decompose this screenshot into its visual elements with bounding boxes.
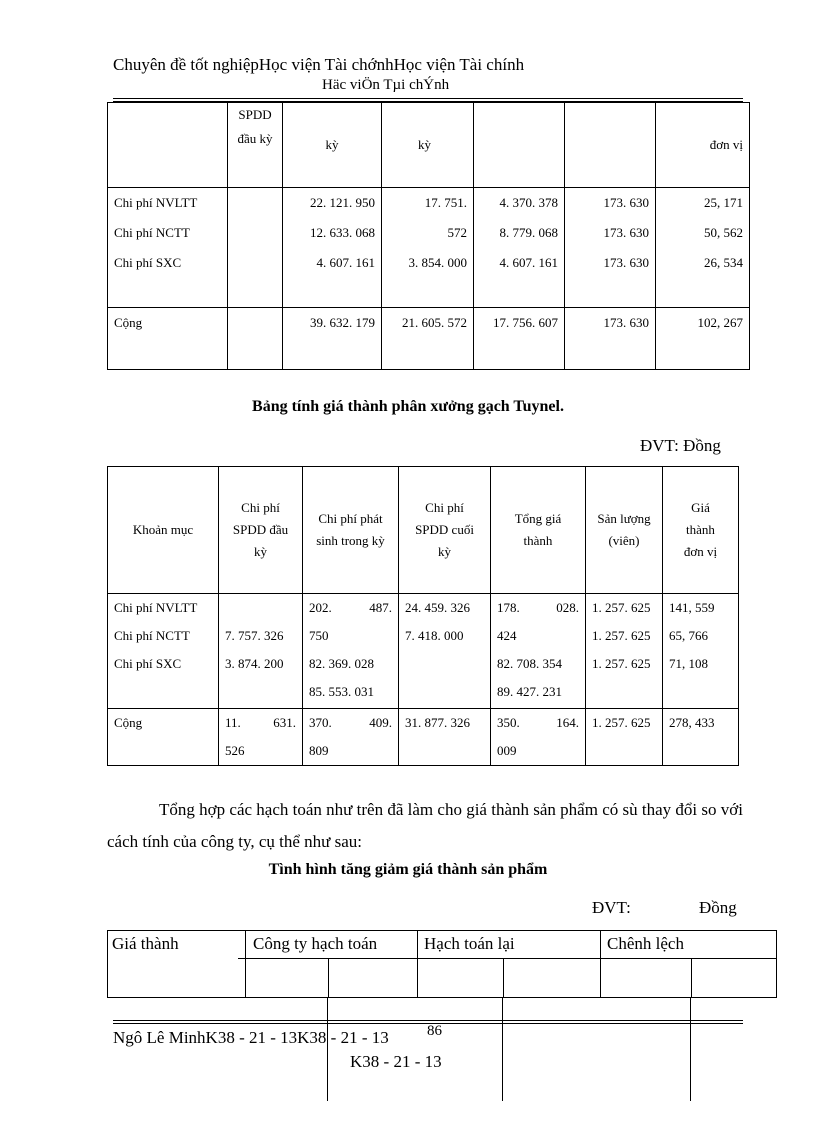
table2-total-c6: 278, 433 [663,709,739,766]
section2-unit-label: ĐVT: [592,898,631,917]
table1-total-row [108,308,750,370]
table1-total-c1 [228,308,283,370]
table2-label: Chi phí NCTT [114,628,190,643]
table1-head-1 [228,103,283,188]
table1-cell: 8. 779. 068 [499,225,558,240]
table2-cell: 750 [309,628,329,643]
table1-header-row [108,103,750,188]
page-number: 86 [427,1023,442,1039]
table1-head-3: kỳ [382,103,474,188]
table2-head-5: Sản lượng (viên) [586,467,663,594]
table2-cell: 71, 108 [669,656,708,671]
table1-label: Chi phí NVLTT [114,195,198,210]
table2-cell-split [303,709,398,737]
table1-labels [108,188,228,308]
table2-col2 [303,594,399,709]
table1-cell: 4. 370. 378 [499,195,558,210]
table1-cell: 4. 607. 161 [499,255,558,270]
table1-cell: 173. 630 [603,255,649,270]
table3-overflow-line [690,997,691,1101]
table1-cell: 173. 630 [603,225,649,240]
table2-cell-split [303,594,398,622]
table1-cell: 25, 171 [704,195,743,210]
table1-cell: 173. 630 [603,195,649,210]
table2-cell-part: 164. [556,715,579,730]
table2-cell: 85. 553. 031 [309,684,374,699]
table2-cell-split [219,709,302,737]
table1-total-label: Cộng [108,308,228,370]
table1-head-4 [474,103,565,188]
table2-cell-part: 409. [369,715,392,730]
table2-total-label: Cộng [108,709,219,766]
table1-head-5 [565,103,656,188]
footer-rule-top [113,1020,743,1021]
table2-cell: 141, 559 [669,600,715,615]
table1-head-0 [108,103,228,188]
table2-cell-part: 028. [556,600,579,615]
table1-total-c3-text: 21. 605. 572 [402,315,467,330]
table2-labels [108,594,219,709]
table2-head-0: Khoản mục [108,467,219,594]
table1-total-c5: 173. 630 [565,308,656,370]
table2-head-6: Giá thành đơn vị [663,467,739,594]
table2-cell-part: 202. [309,600,332,615]
table1-col5 [565,188,656,308]
table1-total-c2: 39. 632. 179 [283,308,382,370]
cost-table-2 [107,466,739,766]
table1-cell: 22. 121. 950 [310,195,375,210]
section2-title: Tình hình tăng giảm giá thành sản phẩm [268,861,548,878]
table2-body-row [108,594,739,709]
table2-cell-part: 178. [497,600,520,615]
table2-cell: 009 [497,743,517,758]
table2-head-2: Chi phí phát sinh trong kỳ [303,467,399,594]
table2-cell-part: 350. [497,715,520,730]
section2-unit-value: Đồng [699,898,737,917]
footer-author: Ngô Lê MinhK38 - 21 - 13K38 - 21 - 13 [113,1028,389,1047]
table2-cell: 3. 874. 200 [225,656,284,671]
table1-total-c4-text: 17. 756. 607 [493,315,558,330]
table2-total-c4 [491,709,586,766]
table3-head-0: Giá thành [112,934,179,953]
section1-title: Bảng tính giá thành phân xưởng gạch Tuynel. [252,398,564,415]
header-subtitle: Häc viÖn Tµi chÝnh [322,77,450,93]
table2-total-row [108,709,739,766]
table1-total-c4 [474,308,565,370]
table1-head-6: đơn vị [656,103,750,188]
table1-cell: 12. 633. 068 [310,225,375,240]
table2-cell: 7. 418. 000 [405,628,464,643]
table2-cell: 89. 427. 231 [497,684,562,699]
table1-cell: 26, 534 [704,255,743,270]
table2-cell: 24. 459. 326 [405,600,470,615]
table3-subheader-line [238,958,776,959]
table1-body-row [108,188,750,308]
table3-divider [600,931,601,997]
table2-cell: 7. 757. 326 [225,628,284,643]
table1-cell-wrapped: 17. 751. 572 [424,195,467,240]
table2-head-3: Chi phí SPDD cuối kỳ [399,467,491,594]
table2-col3 [399,594,491,709]
table2-col6 [663,594,739,709]
table1-cell: 3. 854. 000 [408,255,467,270]
table2-cell: 1. 257. 625 [592,628,651,643]
table2-total-c1 [219,709,303,766]
table2-head-4: Tổng giá thành [491,467,586,594]
section1-unit: ĐVT: Đồng [640,436,721,455]
table2-col4 [491,594,586,709]
table2-total-c3: 31. 877. 326 [399,709,491,766]
table3-head-1: Công ty hạch toán [253,934,378,953]
table1-total-c3 [382,308,474,370]
cost-table-1 [107,102,750,370]
table2-head-1: Chi phí SPDD đầu kỳ [219,467,303,594]
table2-cell-part: 11. [225,715,241,730]
table1-col6 [656,188,750,308]
table1-label: Chi phí NCTT [114,225,190,240]
table2-col5 [586,594,663,709]
table2-label: Chi phí SXC [114,656,182,671]
summary-paragraph [107,794,743,858]
paragraph-text: Tổng hợp các hạch toán như trên đã làm cho giá thành sản phẩm có sù thay đổi so với cách tính của công ty, cụ thể như sau: [107,800,743,851]
table2-total-c5: 1. 257. 625 [586,709,663,766]
table3-divider [245,931,246,997]
table2-header-row [108,467,739,594]
header-title: Chuyên đề tốt nghiệpHọc viện Tài chớnhHọc viện Tài chính [113,55,525,74]
table2-label: Chi phí NVLTT [114,600,198,615]
table1-col2 [283,188,382,308]
table3-head-2: Hạch toán lại [424,934,515,953]
table3-head-3: Chênh lệch [607,934,684,953]
table2-cell-part: 631. [273,715,296,730]
table2-cell: 82. 369. 028 [309,656,374,671]
header-rule-top [113,98,743,99]
table1-head-2: kỳ [283,103,382,188]
table1-label: Chi phí SXC [114,255,182,270]
table2-cell-part: 487. [369,600,392,615]
table3-subdivider [328,958,329,997]
table3-subdivider [503,958,504,997]
price-change-table [107,930,777,998]
table2-cell: 1. 257. 625 [592,600,651,615]
table2-cell: 424 [497,628,517,643]
table2-col1 [219,594,303,709]
table1-cell: 50, 562 [704,225,743,240]
table2-spacer [225,594,302,622]
table2-cell: 82. 708. 354 [497,656,562,671]
table2-cell: 526 [225,743,245,758]
table2-cell: 65, 766 [669,628,708,643]
table1-col1 [228,188,283,308]
table1-cell: 4. 607. 161 [316,255,375,270]
table2-total-c2 [303,709,399,766]
table3-overflow-line [502,997,503,1101]
table1-col3 [382,188,474,308]
table3-subdivider [691,958,692,997]
footer-class: K38 - 21 - 13 [350,1052,442,1071]
table1-col4 [474,188,565,308]
table2-cell: 1. 257. 625 [592,656,651,671]
table2-cell: 809 [309,743,329,758]
table3-overflow-line [327,997,328,1101]
table2-cell-part: 370. [309,715,332,730]
table1-head-1-text: SPDD đầu kỳ [237,107,273,146]
table2-cell-split [491,594,585,622]
table3-divider [417,931,418,997]
table2-cell-split [491,709,585,737]
table1-total-c6: 102, 267 [656,308,750,370]
